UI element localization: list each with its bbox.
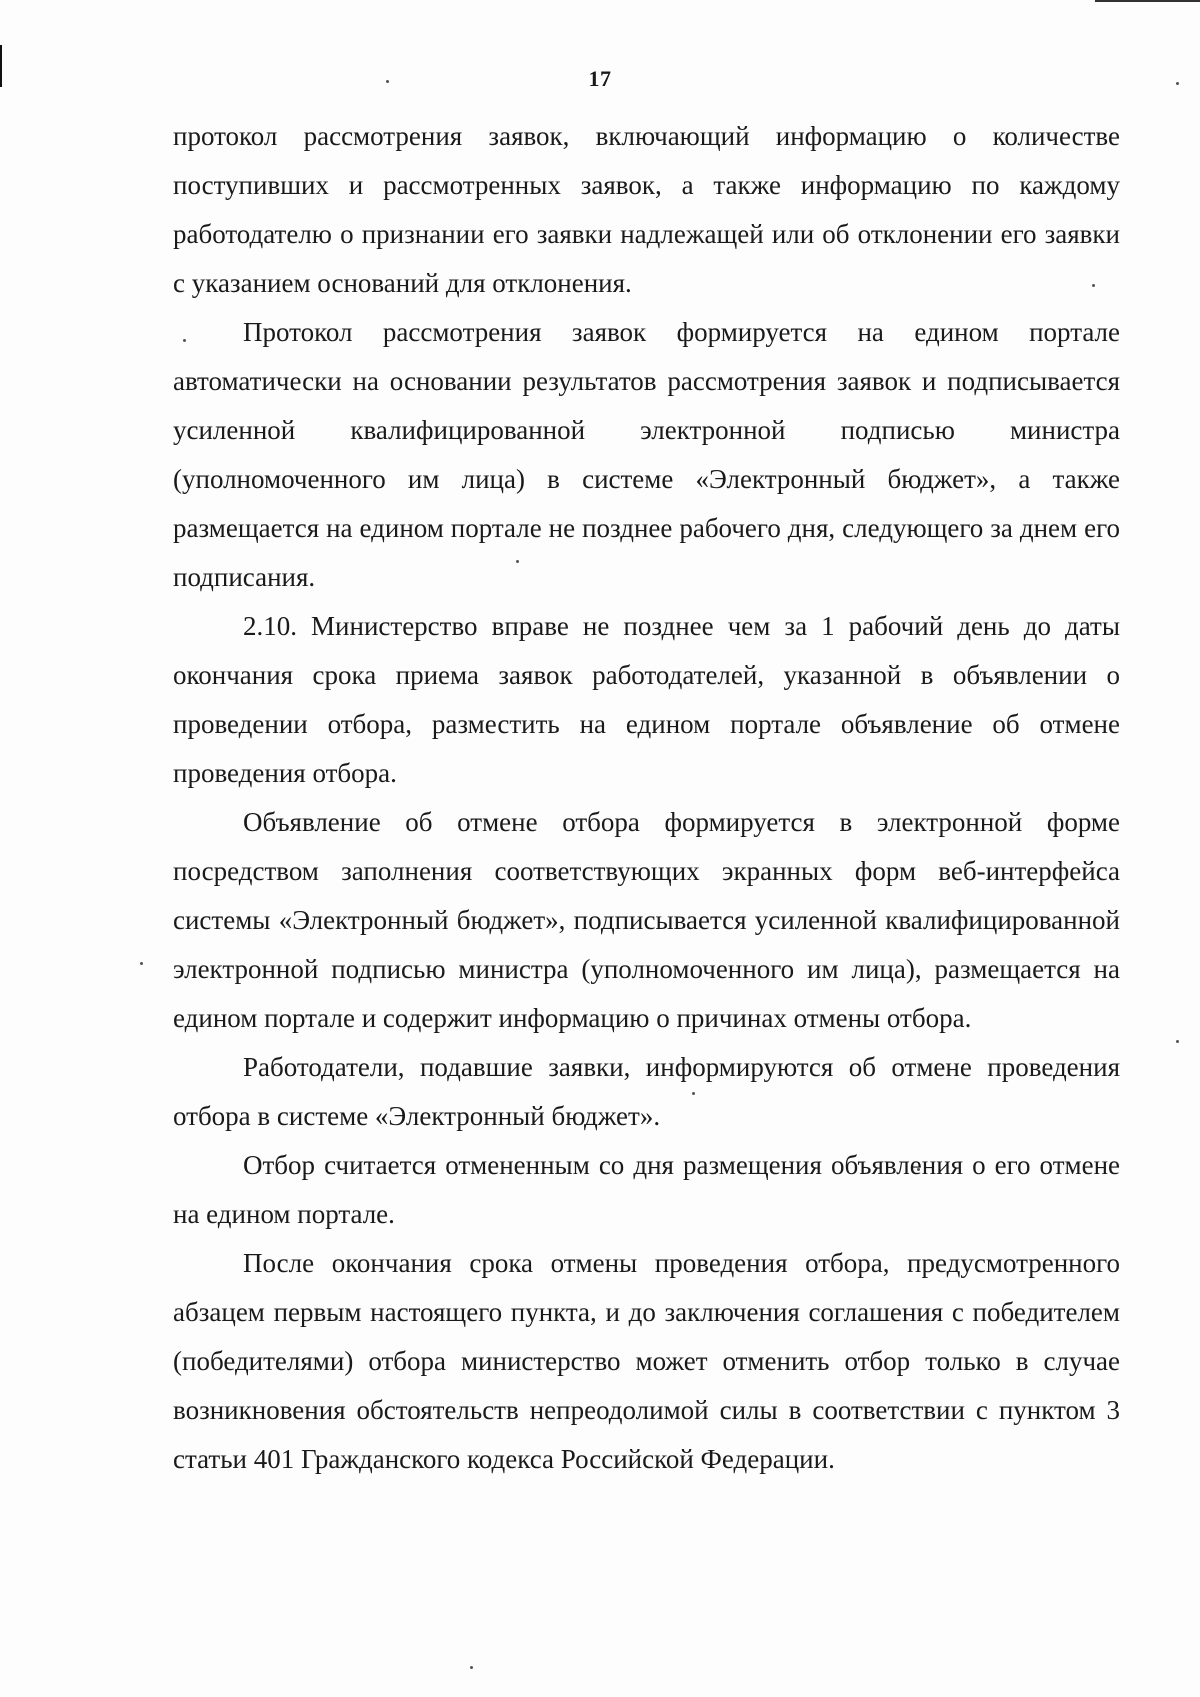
document-body <box>173 112 1120 1484</box>
paragraph-5: Работодатели, подавшие заявки, информируются об отмене проведения отбора в системе «Электронный бюджет». <box>173 1052 1120 1131</box>
page-number: 17 <box>588 66 612 91</box>
paragraph-4: Объявление об отмене отбора формируется в электронной форме посредством заполнения соответствующих экранных форм веб-интерфейса системы «Электронный бюджет», подписывается усиленной квалифицированной электронной подписью министра (уполномоченного им лица), размещается на едином портале и содержит информацию о причинах отмены отбора. <box>173 807 1120 1033</box>
scan-top-rule <box>1095 0 1200 2</box>
paragraph-1: протокол рассмотрения заявок, включающий информацию о количестве поступивших и рассмотренных заявок, а также информацию по каждому работодателю о признании его заявки надлежащей или об отклонении его заявки с указанием оснований для отклонения. <box>173 121 1120 298</box>
paragraph-2: Протокол рассмотрения заявок формируется на едином портале автоматически на основании результатов рассмотрения заявок и подписывается усиленной квалифицированной электронной подписью министра (уполномоченного им лица) в системе «Электронный бюджет», а также размещается на едином портале не позднее рабочего дня, следующего за днем его подписания. <box>173 317 1120 592</box>
scan-speck <box>140 962 143 965</box>
scan-speck <box>1176 1040 1179 1043</box>
scan-speck <box>470 1666 473 1669</box>
paragraph-7: После окончания срока отмены проведения отбора, предусмотренного абзацем первым настоящего пункта, и до заключения соглашения с победителем (победителями) отбора министерство может отменить отбор только в случае возникновения обстоятельств непреодолимой силы в соответствии с пунктом 3 статьи 401 Гражданского кодекса Российской Федерации. <box>173 1248 1120 1474</box>
paragraph-6: Отбор считается отмененным со дня размещения объявления о его отмене на едином портале. <box>173 1150 1120 1229</box>
paragraph-3: 2.10. Министерство вправе не позднее чем за 1 рабочий день до даты окончания срока приема заявок работодателей, указанной в объявлении о проведении отбора, разместить на едином портале объявление об отмене проведения отбора. <box>173 611 1120 788</box>
